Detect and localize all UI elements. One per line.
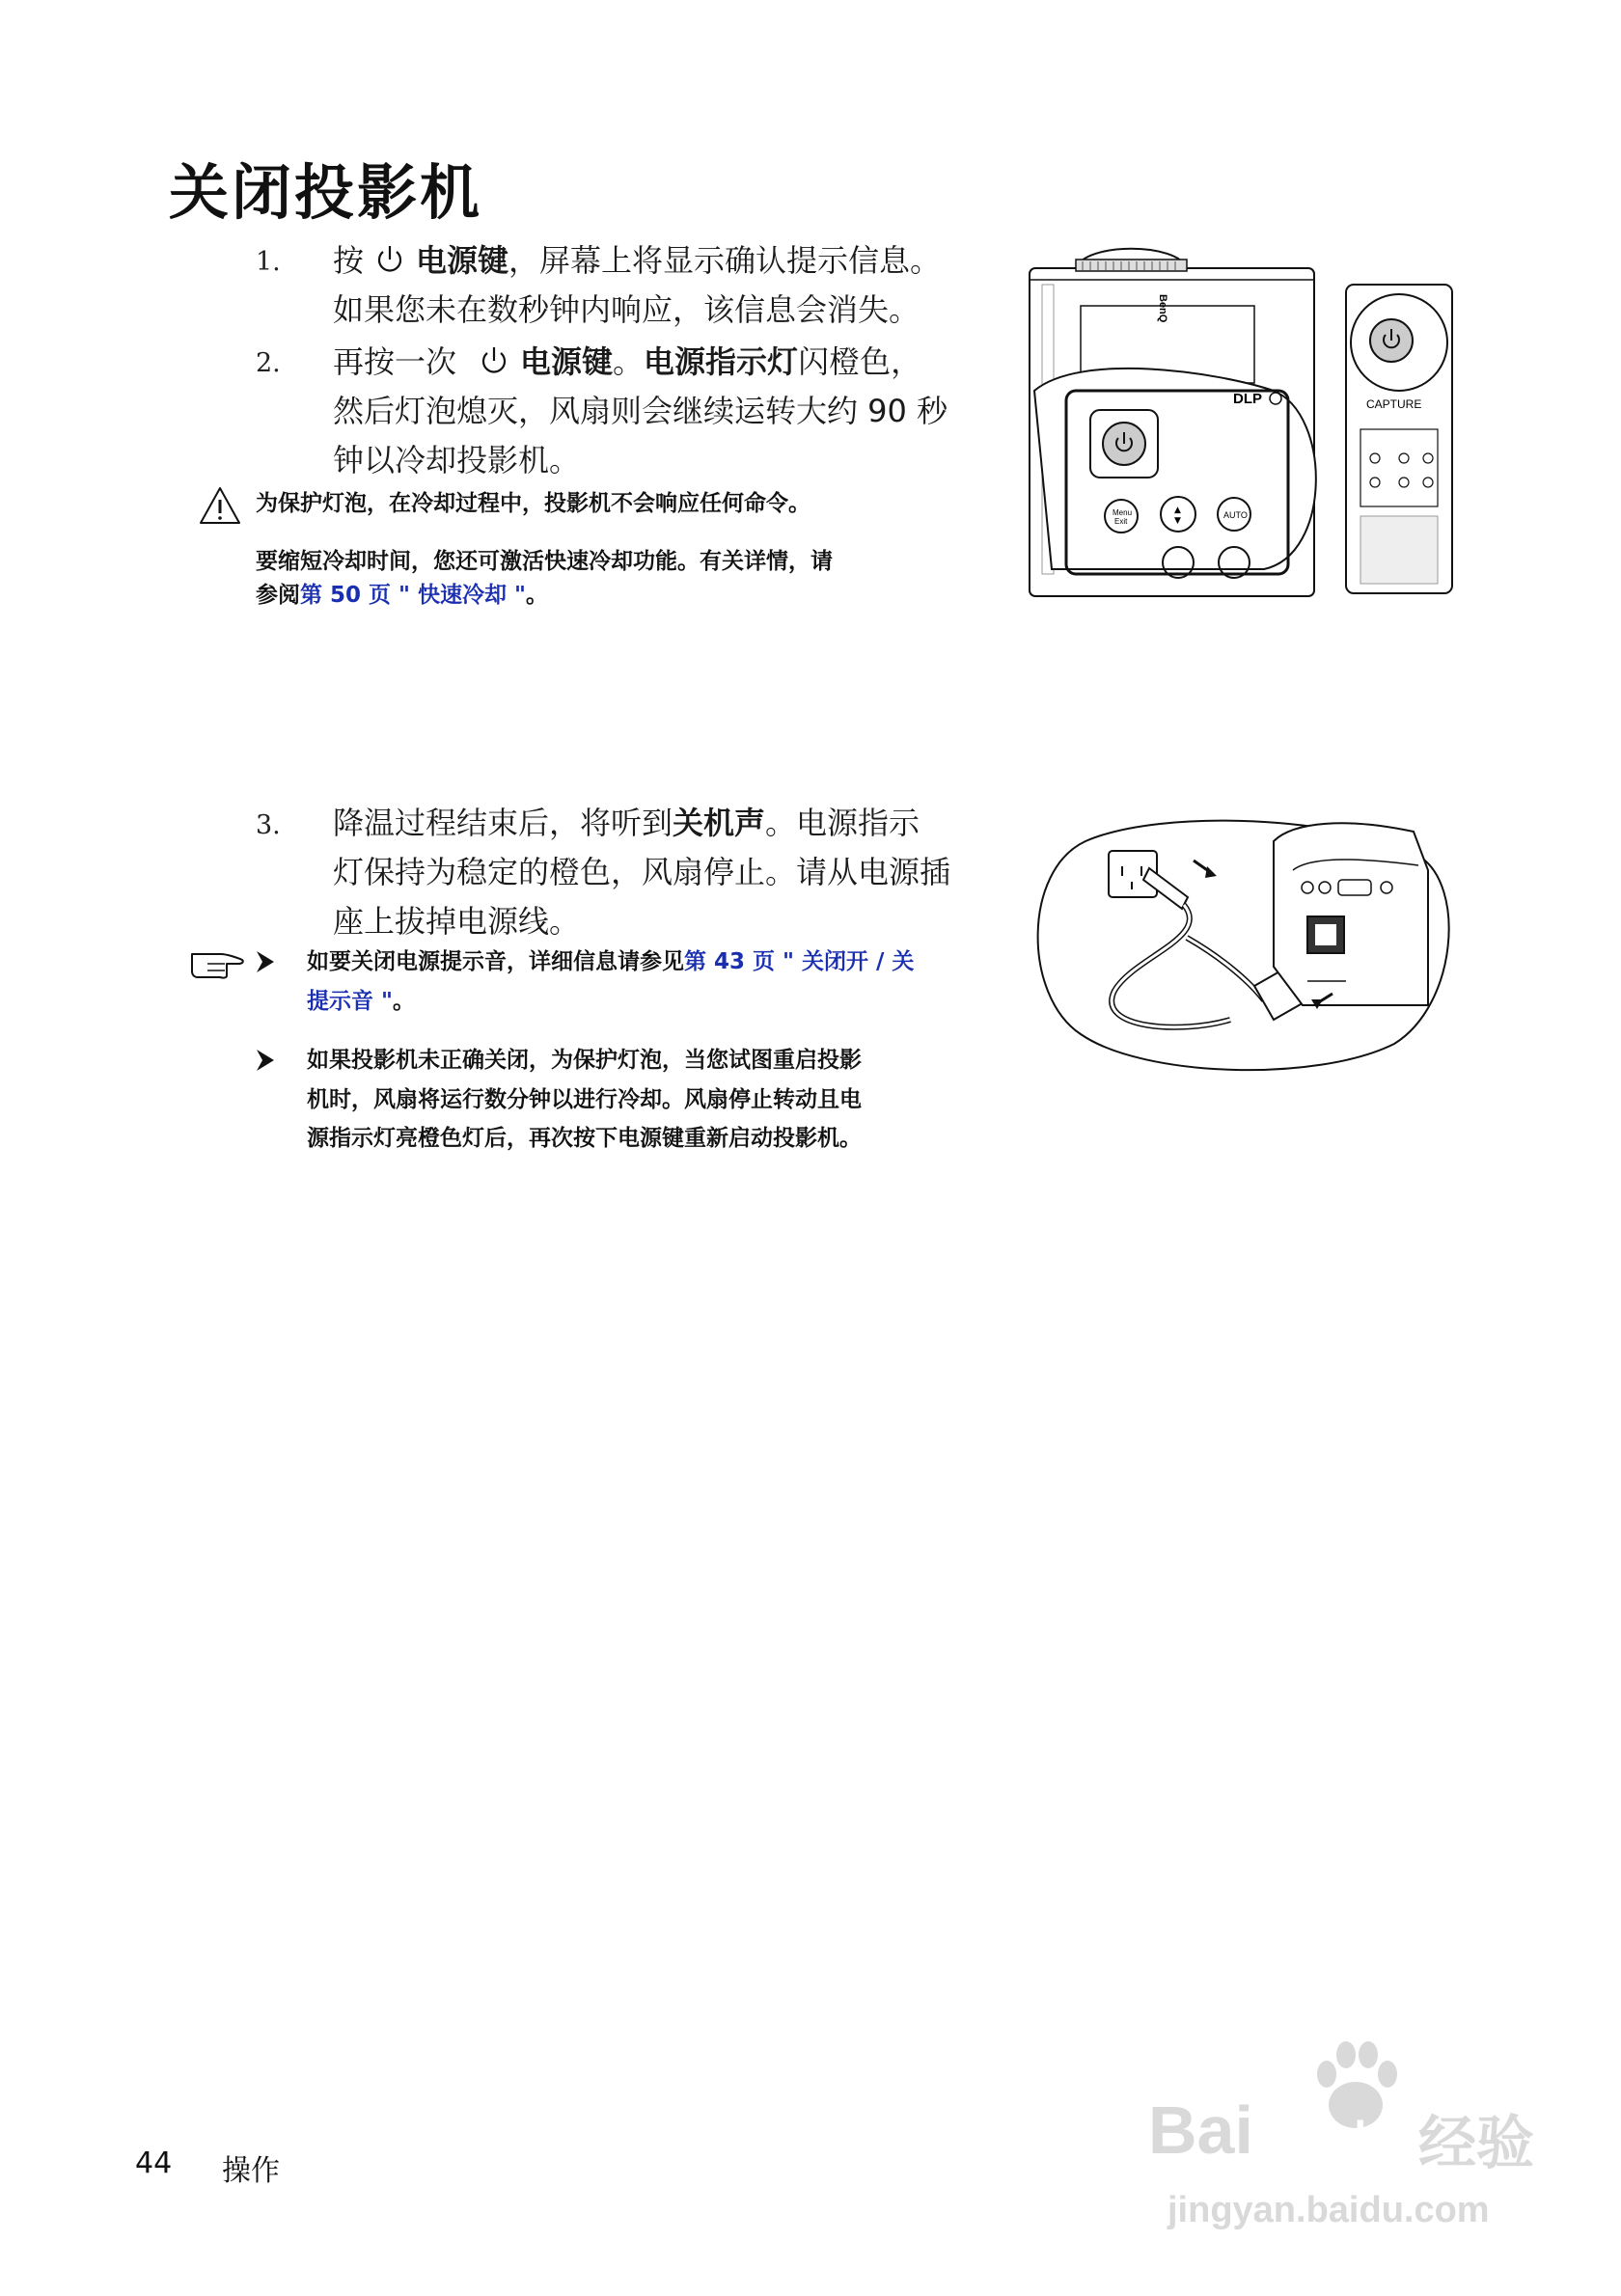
bullet-arrow-icon: [255, 949, 276, 974]
exit-label: Exit: [1114, 517, 1128, 526]
step-1-line-2: 如果您未在数秒钟内响应，该信息会消失。: [333, 291, 920, 328]
shutdown-sound-label: 关机声: [673, 805, 766, 841]
beep-setting-link-continued[interactable]: 提示音 ": [307, 989, 393, 1014]
step-2-line-1: [333, 338, 921, 387]
step-1-text-end: ，屏幕上将显示确认提示信息。: [508, 242, 942, 279]
power-indicator-label: 电源指示灯: [644, 343, 799, 380]
watermark-du: du: [1339, 2112, 1394, 2162]
auto-label: AUTO: [1223, 510, 1248, 520]
tip-1-line-2: [307, 983, 415, 1020]
step-2-punct: 。: [613, 343, 645, 380]
page-number: 44: [135, 2146, 173, 2180]
step-3-line-1: [333, 799, 920, 848]
dlp-label: DLP: [1233, 391, 1262, 407]
warning-text-end: 。: [526, 583, 549, 608]
step-1-text: 按: [333, 242, 365, 279]
brand-label: BenQ: [1157, 294, 1168, 323]
menu-label: Menu: [1113, 508, 1133, 517]
power-icon: [373, 243, 406, 276]
tip-2-line-1: 如果投影机未正确关闭，为保护灯泡，当您试图重启投影: [307, 1048, 862, 1073]
warning-triangle-icon: [198, 485, 242, 526]
capture-label: CAPTURE: [1366, 397, 1422, 411]
warning-line-2: 要缩短冷却时间，您还可激活快速冷却功能。有关详情，请: [256, 549, 833, 574]
power-key-label: 电源键: [520, 343, 614, 380]
watermark-bai: Bai: [1148, 2092, 1253, 2168]
step-2-text: 再按一次: [333, 343, 457, 380]
warning-text: 参阅: [256, 583, 300, 608]
tip-2-line-3: 源指示灯亮橙色灯后，再次按下电源键重新启动投影机。: [307, 1126, 862, 1151]
power-cord-illustration: [1028, 812, 1462, 1078]
step-1-line-1: [333, 236, 941, 286]
svg-text:▲: ▲: [1174, 506, 1181, 515]
tip-1-text: 如要关闭电源提示音，详细信息请参见: [307, 949, 684, 974]
step-2-line-2: 然后灯泡熄灭，风扇则会继续运转大约 90 秒: [333, 393, 948, 429]
step-3-text: 降温过程结束后，将听到: [333, 805, 673, 841]
step-3-number: 3.: [256, 810, 281, 840]
step-1-number: 1.: [256, 247, 281, 277]
tip-1-line-1: [307, 943, 914, 980]
warning-line-3: [256, 577, 548, 614]
step-2-text-end: 闪橙色，: [798, 343, 922, 380]
step-2-line-3: 钟以冷却投影机。: [333, 442, 581, 478]
power-key-label: 电源键: [416, 242, 509, 279]
beep-setting-link[interactable]: 第 43 页 " 关闭开 / 关: [684, 949, 915, 974]
warning-line-1: 为保护灯泡，在冷却过程中，投影机不会响应任何命令。: [256, 491, 810, 516]
baidu-watermark: [1148, 2036, 1553, 2257]
projector-illustration: [1023, 236, 1462, 603]
step-2-number: 2.: [256, 348, 281, 378]
svg-text:▼: ▼: [1174, 516, 1181, 526]
step-3-line-3: 座上拔掉电源线。: [333, 903, 581, 940]
watermark-jingyan: 经验: [1418, 2110, 1534, 2177]
tip-2-line-2: 机时，风扇将运行数分钟以进行冷却。风扇停止转动且电: [307, 1087, 862, 1112]
section-name: 操作: [222, 2154, 280, 2188]
step-3-line-2: 灯保持为稳定的橙色，风扇停止。请从电源插: [333, 854, 951, 890]
quick-cooling-link[interactable]: 第 50 页 " 快速冷却 ": [300, 583, 527, 608]
power-icon: [478, 344, 510, 377]
watermark-url: jingyan.baidu.com: [1168, 2190, 1490, 2230]
page-title: 关闭投影机: [169, 157, 483, 228]
pointing-hand-icon: [188, 948, 246, 981]
tip-1-text-end: 。: [393, 989, 415, 1014]
step-3-text-end: 。电源指示: [765, 805, 920, 841]
bullet-arrow-icon: [255, 1048, 276, 1073]
